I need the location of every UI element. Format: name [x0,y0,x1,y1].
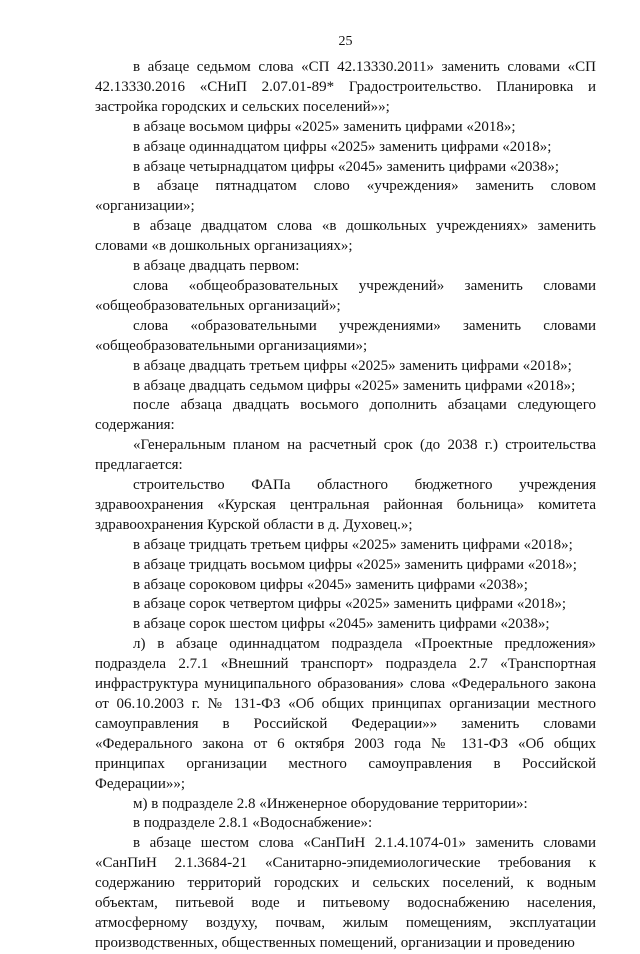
paragraph: в абзаце двадцать седьмом цифры «2025» заменить цифрами «2018»; [133,377,576,394]
paragraph: л) в абзаце одиннадцатом подраздела «Проектные предложения» подраздела 2.7.1 «Внешний транспорт» подраздела 2.7 «Транспортная инфраструктура муниципального образования» слова «Федерального закона от 06.10.2003 г. № 131-ФЗ «Об общих принципах организации местного самоуправления в Российской Федерации»» заменить словами «Федерального закона от 6 октября 2003 года № 131-ФЗ «Об общих принципах организации местного самоуправления в Российской Федерации»»; [95,636,596,792]
paragraph: в подразделе 2.8.1 «Водоснабжение»: [133,815,373,832]
paragraph: в абзаце сороковом цифры «2045» заменить цифрами «2038»; [133,576,528,593]
paragraph: слова «образовательными учреждениями» заменить словами «общеобразовательными организациями»; [95,317,596,354]
paragraph: в абзаце восьмом цифры «2025» заменить цифрами «2018»; [133,118,516,135]
paragraph: в абзаце одиннадцатом цифры «2025» заменить цифрами «2018»; [133,138,552,155]
page-number: 25 [338,34,353,49]
paragraph: в абзаце двадцать первом: [133,258,300,275]
paragraph: м) в подразделе 2.8 «Инженерное оборудование территории»: [133,795,528,812]
paragraph: в абзаце сорок четвертом цифры «2025» заменить цифрами «2018»; [133,596,567,613]
paragraph: в абзаце седьмом слова «СП 42.13330.2011» заменить словами «СП 42.13330.2016 «СНиП 2.07.01-89* Градостроительство. Планировка и застройка городских и сельских поселений»»; [95,59,596,115]
paragraph: в абзаце тридцать восьмом цифры «2025» заменить цифрами «2018»; [133,556,577,573]
paragraph: в абзаце пятнадцатом слово «учреждения» заменить словом «организации»; [95,178,596,215]
paragraph: «Генеральным планом на расчетный срок (до 2038 г.) строительства предлагается: [95,437,596,474]
paragraph: в абзаце шестом слова «СанПиН 2.1.4.1074-01» заменить словами «СанПиН 2.1.3684-21 «Санитарно-эпидемиологические требования к содержанию территорий городских и сельских поселений, к водным объектам, питьевой воде и питьевому водоснабжению населения, атмосферному воздуху, почвам, жилым помещениям, эксплуатации производственных, общественных помещений, организации и проведению [95,835,596,951]
paragraph: в абзаце двадцатом слова «в дошкольных учреждениях» заменить словами «в дошкольных организациях»; [95,218,596,255]
paragraph: в абзаце двадцать третьем цифры «2025» заменить цифрами «2018»; [133,357,572,374]
paragraph: строительство ФАПа областного бюджетного учреждения здравоохранения «Курская центральная районная больница» комитета здравоохранения Курской области в д. Духовец.»; [95,477,596,533]
paragraph: в абзаце четырнадцатом цифры «2045» заменить цифрами «2038»; [133,158,560,175]
paragraph: в абзаце тридцать третьем цифры «2025» заменить цифрами «2018»; [133,536,573,553]
paragraph: после абзаца двадцать восьмого дополнить абзацами следующего содержания: [95,397,596,434]
paragraph: в абзаце сорок шестом цифры «2045» заменить цифрами «2038»; [133,616,550,633]
paragraph: слова «общеобразовательных учреждений» заменить словами «общеобразовательных организаций»; [95,277,596,314]
